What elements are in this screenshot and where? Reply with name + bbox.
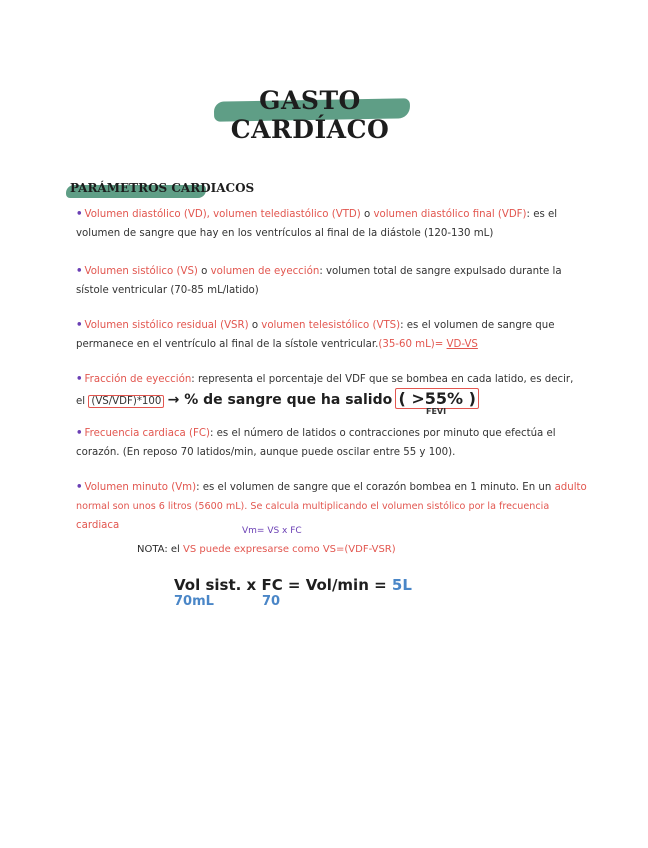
calc-line: Vol sist. x FC = Vol/min = 5L — [174, 576, 412, 594]
param-volumen-diastolico: • Volumen diastólico (VD), volumen telediastólico (VTD) o volumen diastólico final (VDF): es el volumen de sangre que hay en los ventrículos al final de la diástole (120-130 mL) — [76, 209, 558, 239]
calc-vs-value: 70mL — [174, 594, 214, 609]
section-title: PARÁMETROS CARDIACOS — [70, 181, 255, 195]
bullet-icon: • — [76, 209, 83, 220]
formula-vm: Vm= VS x FC — [242, 526, 302, 536]
bullet-icon: • — [76, 374, 83, 385]
section-header — [66, 180, 255, 200]
fevi-label: FEVI — [426, 407, 447, 416]
param-volumen-sistolico: • Volumen sistólico (VS) o volumen de eyección: volumen total de sangre expulsado durante la sístole ventricular (70-85 mL/latido) — [76, 266, 562, 296]
formula-box: (VS/VDF)*100 — [88, 395, 164, 408]
param-volumen-residual: • Volumen sistólico residual (VSR) o volumen telesistólico (VTS): es el volumen de sangre que permanece en el ventrículo al final de la sístole ventricular.(35-60 mL)= VD-VS — [76, 320, 555, 350]
bullet-icon: • — [76, 266, 83, 277]
param-volumen-minuto: • Volumen minuto (Vm): es el volumen de sangre que el corazón bombea en 1 minuto. En un adulto normal son unos 6 litros (5600 mL). Se calcula multiplicando el volumen sistólico por la frecuencia cardiaca — [76, 482, 587, 531]
param-fraccion-eyeccion: • Fracción de eyección: representa el porcentaje del VDF que se bombea en cada latido, es decir, el (VS/VDF)*100 → % de sangre que ha salido ( >55% ) — [76, 374, 574, 408]
page-title: GASTO CARDÍACO — [230, 86, 390, 144]
title-block — [210, 86, 410, 144]
bullet-icon: • — [76, 428, 83, 439]
calc-fc-value: 70 — [262, 594, 281, 609]
bullet-icon: • — [76, 482, 83, 493]
param-frecuencia-cardiaca: • Frecuencia cardiaca (FC): es el número de latidos o contracciones por minuto que efectúa el corazón. (En reposo 70 latidos/min, aunque puede oscilar entre 55 y 100). — [76, 428, 556, 458]
nota: NOTA: el VS puede expresarse como VS=(VDF-VSR) — [137, 544, 396, 555]
fevi-box: ( >55% ) — [395, 388, 478, 409]
bullet-icon: • — [76, 320, 83, 331]
